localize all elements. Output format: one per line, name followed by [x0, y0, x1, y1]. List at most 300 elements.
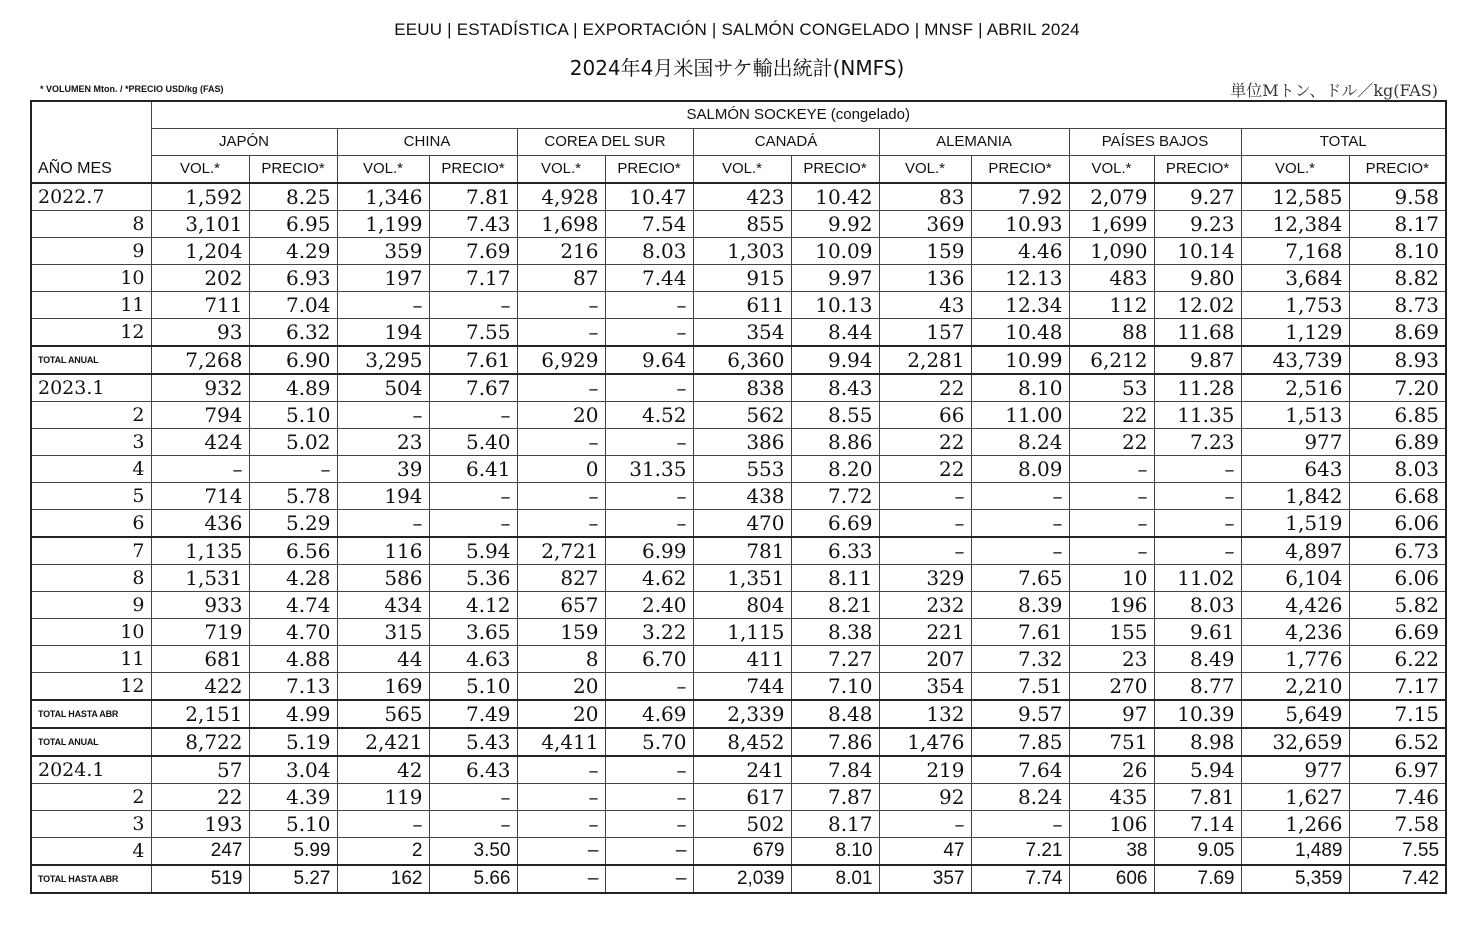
- volume-cell: 22: [1069, 429, 1154, 456]
- volume-cell: 915: [693, 265, 791, 292]
- volume-cell: –: [517, 429, 605, 456]
- price-cell: 6.70: [605, 646, 693, 673]
- volume-cell: –: [337, 811, 429, 838]
- volume-cell: 22: [879, 374, 971, 402]
- price-header: PRECIO*: [429, 156, 517, 184]
- price-cell: 5.82: [1349, 592, 1446, 619]
- volume-cell: –: [517, 483, 605, 510]
- price-cell: 3.22: [605, 619, 693, 646]
- volume-cell: 711: [151, 292, 249, 319]
- volume-cell: 315: [337, 619, 429, 646]
- price-cell: 11.00: [971, 402, 1069, 429]
- price-cell: –: [249, 456, 337, 483]
- volume-cell: 434: [337, 592, 429, 619]
- volume-cell: 2,516: [1241, 374, 1349, 402]
- price-cell: 8.86: [791, 429, 879, 456]
- country-header: TOTAL: [1241, 129, 1446, 156]
- price-cell: 8.09: [971, 456, 1069, 483]
- price-cell: –: [429, 292, 517, 319]
- row-label: 2023.1: [31, 374, 151, 402]
- price-cell: 9.94: [791, 346, 879, 374]
- row-label: 9: [31, 592, 151, 619]
- row-label: TOTAL HASTA ABR: [31, 865, 151, 893]
- volume-cell: 565: [337, 700, 429, 728]
- price-cell: 6.43: [429, 756, 517, 784]
- price-cell: –: [605, 673, 693, 701]
- price-cell: 7.64: [971, 756, 1069, 784]
- price-cell: –: [605, 811, 693, 838]
- price-cell: 8.11: [791, 565, 879, 592]
- price-cell: –: [605, 292, 693, 319]
- price-cell: –: [605, 374, 693, 402]
- volume-cell: 155: [1069, 619, 1154, 646]
- price-cell: 10.09: [791, 238, 879, 265]
- price-cell: 3.65: [429, 619, 517, 646]
- volume-cell: 157: [879, 319, 971, 347]
- row-label: 2022.7: [31, 183, 151, 211]
- price-header: PRECIO*: [1154, 156, 1241, 184]
- volume-cell: 136: [879, 265, 971, 292]
- price-cell: 5.70: [605, 728, 693, 756]
- volume-cell: 977: [1241, 756, 1349, 784]
- volume-cell: 10: [1069, 565, 1154, 592]
- volume-cell: 39: [337, 456, 429, 483]
- volume-cell: 26: [1069, 756, 1154, 784]
- country-header: JAPÓN: [151, 129, 337, 156]
- price-cell: 10.14: [1154, 238, 1241, 265]
- price-cell: 4.28: [249, 565, 337, 592]
- volume-cell: 270: [1069, 673, 1154, 701]
- volume-cell: 794: [151, 402, 249, 429]
- price-cell: 6.56: [249, 537, 337, 565]
- volume-cell: 4,411: [517, 728, 605, 756]
- units-note-japanese: 単位Mトン、ドル／kg(FAS): [1230, 81, 1438, 100]
- volume-cell: 116: [337, 537, 429, 565]
- price-cell: 10.48: [971, 319, 1069, 347]
- table-row: [31, 784, 1446, 811]
- price-cell: –: [605, 319, 693, 347]
- volume-cell: 359: [337, 238, 429, 265]
- volume-cell: 159: [517, 619, 605, 646]
- volume-cell: –: [517, 838, 605, 866]
- volume-cell: 855: [693, 211, 791, 238]
- volume-cell: 1,303: [693, 238, 791, 265]
- volume-cell: 502: [693, 811, 791, 838]
- volume-cell: 4,426: [1241, 592, 1349, 619]
- price-cell: 6.73: [1349, 537, 1446, 565]
- volume-cell: 119: [337, 784, 429, 811]
- price-cell: 10.42: [791, 183, 879, 211]
- volume-cell: 422: [151, 673, 249, 701]
- price-cell: 4.62: [605, 565, 693, 592]
- price-cell: 6.41: [429, 456, 517, 483]
- price-cell: 6.22: [1349, 646, 1446, 673]
- price-cell: 4.74: [249, 592, 337, 619]
- price-cell: 8.93: [1349, 346, 1446, 374]
- volume-cell: 83: [879, 183, 971, 211]
- price-cell: –: [605, 756, 693, 784]
- price-cell: 3.50: [429, 838, 517, 866]
- price-cell: 9.23: [1154, 211, 1241, 238]
- price-cell: 8.55: [791, 402, 879, 429]
- price-cell: 6.85: [1349, 402, 1446, 429]
- volume-cell: 8,722: [151, 728, 249, 756]
- table-row: [31, 838, 1446, 866]
- row-label: 4: [31, 456, 151, 483]
- price-cell: 7.42: [1349, 865, 1446, 893]
- table-row: [31, 592, 1446, 619]
- price-cell: 8.24: [971, 429, 1069, 456]
- volume-cell: 1,627: [1241, 784, 1349, 811]
- country-header: COREA DEL SUR: [517, 129, 693, 156]
- price-cell: 5.99: [249, 838, 337, 866]
- volume-cell: 20: [517, 700, 605, 728]
- price-cell: –: [1154, 537, 1241, 565]
- volume-cell: 53: [1069, 374, 1154, 402]
- row-label: 8: [31, 211, 151, 238]
- volume-cell: 2,339: [693, 700, 791, 728]
- volume-cell: 617: [693, 784, 791, 811]
- row-label: 3: [31, 811, 151, 838]
- price-cell: 7.72: [791, 483, 879, 510]
- volume-cell: 504: [337, 374, 429, 402]
- volume-cell: 329: [879, 565, 971, 592]
- volume-cell: 22: [1069, 402, 1154, 429]
- volume-cell: 1,776: [1241, 646, 1349, 673]
- volume-cell: 657: [517, 592, 605, 619]
- table-row: [31, 456, 1446, 483]
- price-cell: 5.94: [1154, 756, 1241, 784]
- total-row: [31, 700, 1446, 728]
- volume-cell: 2: [337, 838, 429, 866]
- price-cell: 10.47: [605, 183, 693, 211]
- volume-cell: 2,079: [1069, 183, 1154, 211]
- price-cell: –: [1154, 456, 1241, 483]
- volume-cell: 20: [517, 673, 605, 701]
- volume-cell: 7,168: [1241, 238, 1349, 265]
- price-cell: 4.46: [971, 238, 1069, 265]
- volume-cell: 354: [693, 319, 791, 347]
- volume-cell: 88: [1069, 319, 1154, 347]
- volume-cell: 827: [517, 565, 605, 592]
- volume-cell: 196: [1069, 592, 1154, 619]
- row-label: 10: [31, 619, 151, 646]
- row-label: 12: [31, 673, 151, 701]
- volume-cell: 470: [693, 510, 791, 538]
- volume-cell: 553: [693, 456, 791, 483]
- price-cell: 7.84: [791, 756, 879, 784]
- product-header: SALMÓN SOCKEYE (congelado): [151, 101, 1446, 129]
- volume-cell: 519: [151, 865, 249, 893]
- volume-cell: –: [1069, 537, 1154, 565]
- price-cell: 6.33: [791, 537, 879, 565]
- volume-cell: 2,039: [693, 865, 791, 893]
- price-cell: 10.39: [1154, 700, 1241, 728]
- country-header: CANADÁ: [693, 129, 879, 156]
- volume-cell: 751: [1069, 728, 1154, 756]
- price-cell: 5.10: [249, 402, 337, 429]
- volume-cell: 23: [1069, 646, 1154, 673]
- volume-cell: –: [337, 402, 429, 429]
- price-cell: 11.35: [1154, 402, 1241, 429]
- row-label: 4: [31, 838, 151, 866]
- volume-cell: –: [1069, 483, 1154, 510]
- price-cell: 4.69: [605, 700, 693, 728]
- price-cell: 7.46: [1349, 784, 1446, 811]
- volume-cell: 438: [693, 483, 791, 510]
- volume-cell: 38: [1069, 838, 1154, 866]
- volume-cell: 8: [517, 646, 605, 673]
- volume-cell: 611: [693, 292, 791, 319]
- volume-cell: 2,151: [151, 700, 249, 728]
- price-cell: 7.54: [605, 211, 693, 238]
- volume-cell: 977: [1241, 429, 1349, 456]
- volume-cell: 714: [151, 483, 249, 510]
- row-label: 2: [31, 784, 151, 811]
- volume-cell: 97: [1069, 700, 1154, 728]
- volume-header: VOL.*: [517, 156, 605, 184]
- volume-cell: –: [517, 510, 605, 538]
- price-cell: 11.02: [1154, 565, 1241, 592]
- volume-cell: 22: [879, 456, 971, 483]
- price-cell: 9.61: [1154, 619, 1241, 646]
- volume-cell: 7,268: [151, 346, 249, 374]
- price-cell: 6.32: [249, 319, 337, 347]
- price-cell: 8.10: [791, 838, 879, 866]
- volume-cell: –: [879, 510, 971, 538]
- price-cell: 6.99: [605, 537, 693, 565]
- volume-cell: 1,129: [1241, 319, 1349, 347]
- volume-cell: 1,513: [1241, 402, 1349, 429]
- units-note: * VOLUMEN Mton. / *PRECIO USD/kg (FAS): [40, 84, 224, 94]
- price-cell: 8.43: [791, 374, 879, 402]
- price-cell: 8.98: [1154, 728, 1241, 756]
- row-label: TOTAL HASTA ABR: [31, 700, 151, 728]
- year-month-header: AÑO MES: [31, 101, 151, 183]
- volume-cell: 562: [693, 402, 791, 429]
- price-cell: 9.64: [605, 346, 693, 374]
- sockeye-export-table: [30, 100, 1447, 894]
- volume-cell: –: [517, 374, 605, 402]
- price-cell: 7.04: [249, 292, 337, 319]
- volume-cell: 22: [879, 429, 971, 456]
- volume-cell: 1,346: [337, 183, 429, 211]
- price-cell: –: [429, 811, 517, 838]
- price-cell: 10.99: [971, 346, 1069, 374]
- volume-cell: 23: [337, 429, 429, 456]
- row-label: 3: [31, 429, 151, 456]
- price-cell: 11.28: [1154, 374, 1241, 402]
- volume-header: VOL.*: [1069, 156, 1154, 184]
- row-label: 2: [31, 402, 151, 429]
- price-cell: 6.89: [1349, 429, 1446, 456]
- price-cell: 5.40: [429, 429, 517, 456]
- price-cell: –: [971, 483, 1069, 510]
- price-cell: 5.10: [249, 811, 337, 838]
- total-row: [31, 346, 1446, 374]
- price-cell: 4.88: [249, 646, 337, 673]
- table-row: [31, 483, 1446, 510]
- volume-cell: 162: [337, 865, 429, 893]
- table-row: [31, 565, 1446, 592]
- volume-cell: 202: [151, 265, 249, 292]
- price-cell: 7.15: [1349, 700, 1446, 728]
- price-cell: 5.66: [429, 865, 517, 893]
- volume-cell: 216: [517, 238, 605, 265]
- volume-cell: –: [517, 319, 605, 347]
- page-title: EEUU | ESTADÍSTICA | EXPORTACIÓN | SALMÓN CONGELADO | MNSF | ABRIL 2024: [394, 20, 1080, 39]
- volume-cell: –: [517, 292, 605, 319]
- price-cell: 7.51: [971, 673, 1069, 701]
- volume-cell: 386: [693, 429, 791, 456]
- volume-cell: 483: [1069, 265, 1154, 292]
- price-cell: 9.27: [1154, 183, 1241, 211]
- price-cell: 4.89: [249, 374, 337, 402]
- price-cell: 4.70: [249, 619, 337, 646]
- price-cell: 7.17: [429, 265, 517, 292]
- volume-cell: 606: [1069, 865, 1154, 893]
- price-cell: –: [605, 510, 693, 538]
- price-cell: 12.13: [971, 265, 1069, 292]
- price-cell: 6.06: [1349, 565, 1446, 592]
- price-cell: 8.24: [971, 784, 1069, 811]
- volume-cell: 1,266: [1241, 811, 1349, 838]
- volume-cell: 838: [693, 374, 791, 402]
- country-header: PAÍSES BAJOS: [1069, 129, 1241, 156]
- volume-cell: 2,421: [337, 728, 429, 756]
- price-cell: 7.87: [791, 784, 879, 811]
- volume-cell: –: [879, 811, 971, 838]
- volume-cell: 1,519: [1241, 510, 1349, 538]
- price-header: PRECIO*: [605, 156, 693, 184]
- volume-cell: 8,452: [693, 728, 791, 756]
- price-cell: 4.12: [429, 592, 517, 619]
- price-cell: 8.73: [1349, 292, 1446, 319]
- price-header: PRECIO*: [791, 156, 879, 184]
- price-cell: 8.10: [971, 374, 1069, 402]
- price-cell: 9.87: [1154, 346, 1241, 374]
- volume-cell: 93: [151, 319, 249, 347]
- volume-cell: 804: [693, 592, 791, 619]
- price-cell: 10.93: [971, 211, 1069, 238]
- volume-cell: 132: [879, 700, 971, 728]
- row-label: 2024.1: [31, 756, 151, 784]
- price-cell: 6.69: [1349, 619, 1446, 646]
- price-cell: 5.19: [249, 728, 337, 756]
- price-cell: 8.10: [1349, 238, 1446, 265]
- price-cell: 7.32: [971, 646, 1069, 673]
- volume-cell: –: [1069, 456, 1154, 483]
- price-cell: –: [971, 510, 1069, 538]
- price-cell: 8.03: [1154, 592, 1241, 619]
- volume-cell: 933: [151, 592, 249, 619]
- price-cell: 8.01: [791, 865, 879, 893]
- volume-cell: 781: [693, 537, 791, 565]
- volume-cell: 57: [151, 756, 249, 784]
- volume-cell: 66: [879, 402, 971, 429]
- volume-cell: 3,684: [1241, 265, 1349, 292]
- volume-cell: 32,659: [1241, 728, 1349, 756]
- volume-cell: 1,351: [693, 565, 791, 592]
- volume-cell: 1,489: [1241, 838, 1349, 866]
- volume-cell: 411: [693, 646, 791, 673]
- price-cell: 6.90: [249, 346, 337, 374]
- volume-cell: 169: [337, 673, 429, 701]
- price-cell: 7.43: [429, 211, 517, 238]
- price-cell: 7.13: [249, 673, 337, 701]
- price-cell: 8.69: [1349, 319, 1446, 347]
- volume-cell: 87: [517, 265, 605, 292]
- country-header: CHINA: [337, 129, 517, 156]
- price-cell: 7.17: [1349, 673, 1446, 701]
- price-cell: 7.67: [429, 374, 517, 402]
- volume-cell: 219: [879, 756, 971, 784]
- price-cell: 7.21: [971, 838, 1069, 866]
- price-cell: 5.10: [429, 673, 517, 701]
- price-cell: 8.21: [791, 592, 879, 619]
- row-label: TOTAL ANUAL: [31, 728, 151, 756]
- volume-cell: 4,928: [517, 183, 605, 211]
- volume-cell: 194: [337, 483, 429, 510]
- volume-cell: 42: [337, 756, 429, 784]
- price-cell: 6.93: [249, 265, 337, 292]
- price-cell: 9.05: [1154, 838, 1241, 866]
- price-cell: 4.63: [429, 646, 517, 673]
- price-cell: 31.35: [605, 456, 693, 483]
- price-cell: 8.17: [791, 811, 879, 838]
- price-cell: 8.77: [1154, 673, 1241, 701]
- price-cell: 8.48: [791, 700, 879, 728]
- price-cell: 7.55: [429, 319, 517, 347]
- price-cell: 6.69: [791, 510, 879, 538]
- price-cell: –: [429, 784, 517, 811]
- price-cell: 7.85: [971, 728, 1069, 756]
- price-cell: 6.52: [1349, 728, 1446, 756]
- volume-cell: 197: [337, 265, 429, 292]
- price-cell: 12.02: [1154, 292, 1241, 319]
- volume-cell: 2,210: [1241, 673, 1349, 701]
- volume-cell: 5,649: [1241, 700, 1349, 728]
- price-cell: 5.27: [249, 865, 337, 893]
- volume-cell: 159: [879, 238, 971, 265]
- price-cell: –: [1154, 510, 1241, 538]
- price-header: PRECIO*: [1349, 156, 1446, 184]
- price-cell: 5.78: [249, 483, 337, 510]
- volume-cell: –: [517, 784, 605, 811]
- price-cell: 11.68: [1154, 319, 1241, 347]
- table-row: [31, 374, 1446, 402]
- row-label: 10: [31, 265, 151, 292]
- row-label: 6: [31, 510, 151, 538]
- volume-cell: 1,476: [879, 728, 971, 756]
- volume-cell: 112: [1069, 292, 1154, 319]
- price-cell: 7.61: [971, 619, 1069, 646]
- volume-cell: 43: [879, 292, 971, 319]
- table-row: [31, 211, 1446, 238]
- volume-cell: 436: [151, 510, 249, 538]
- price-cell: –: [605, 784, 693, 811]
- price-cell: 5.94: [429, 537, 517, 565]
- volume-cell: 22: [151, 784, 249, 811]
- price-cell: 7.81: [429, 183, 517, 211]
- price-cell: –: [605, 429, 693, 456]
- volume-header: VOL.*: [879, 156, 971, 184]
- volume-cell: 1,199: [337, 211, 429, 238]
- volume-cell: 719: [151, 619, 249, 646]
- table-row: [31, 292, 1446, 319]
- row-label: TOTAL ANUAL: [31, 346, 151, 374]
- volume-cell: 207: [879, 646, 971, 673]
